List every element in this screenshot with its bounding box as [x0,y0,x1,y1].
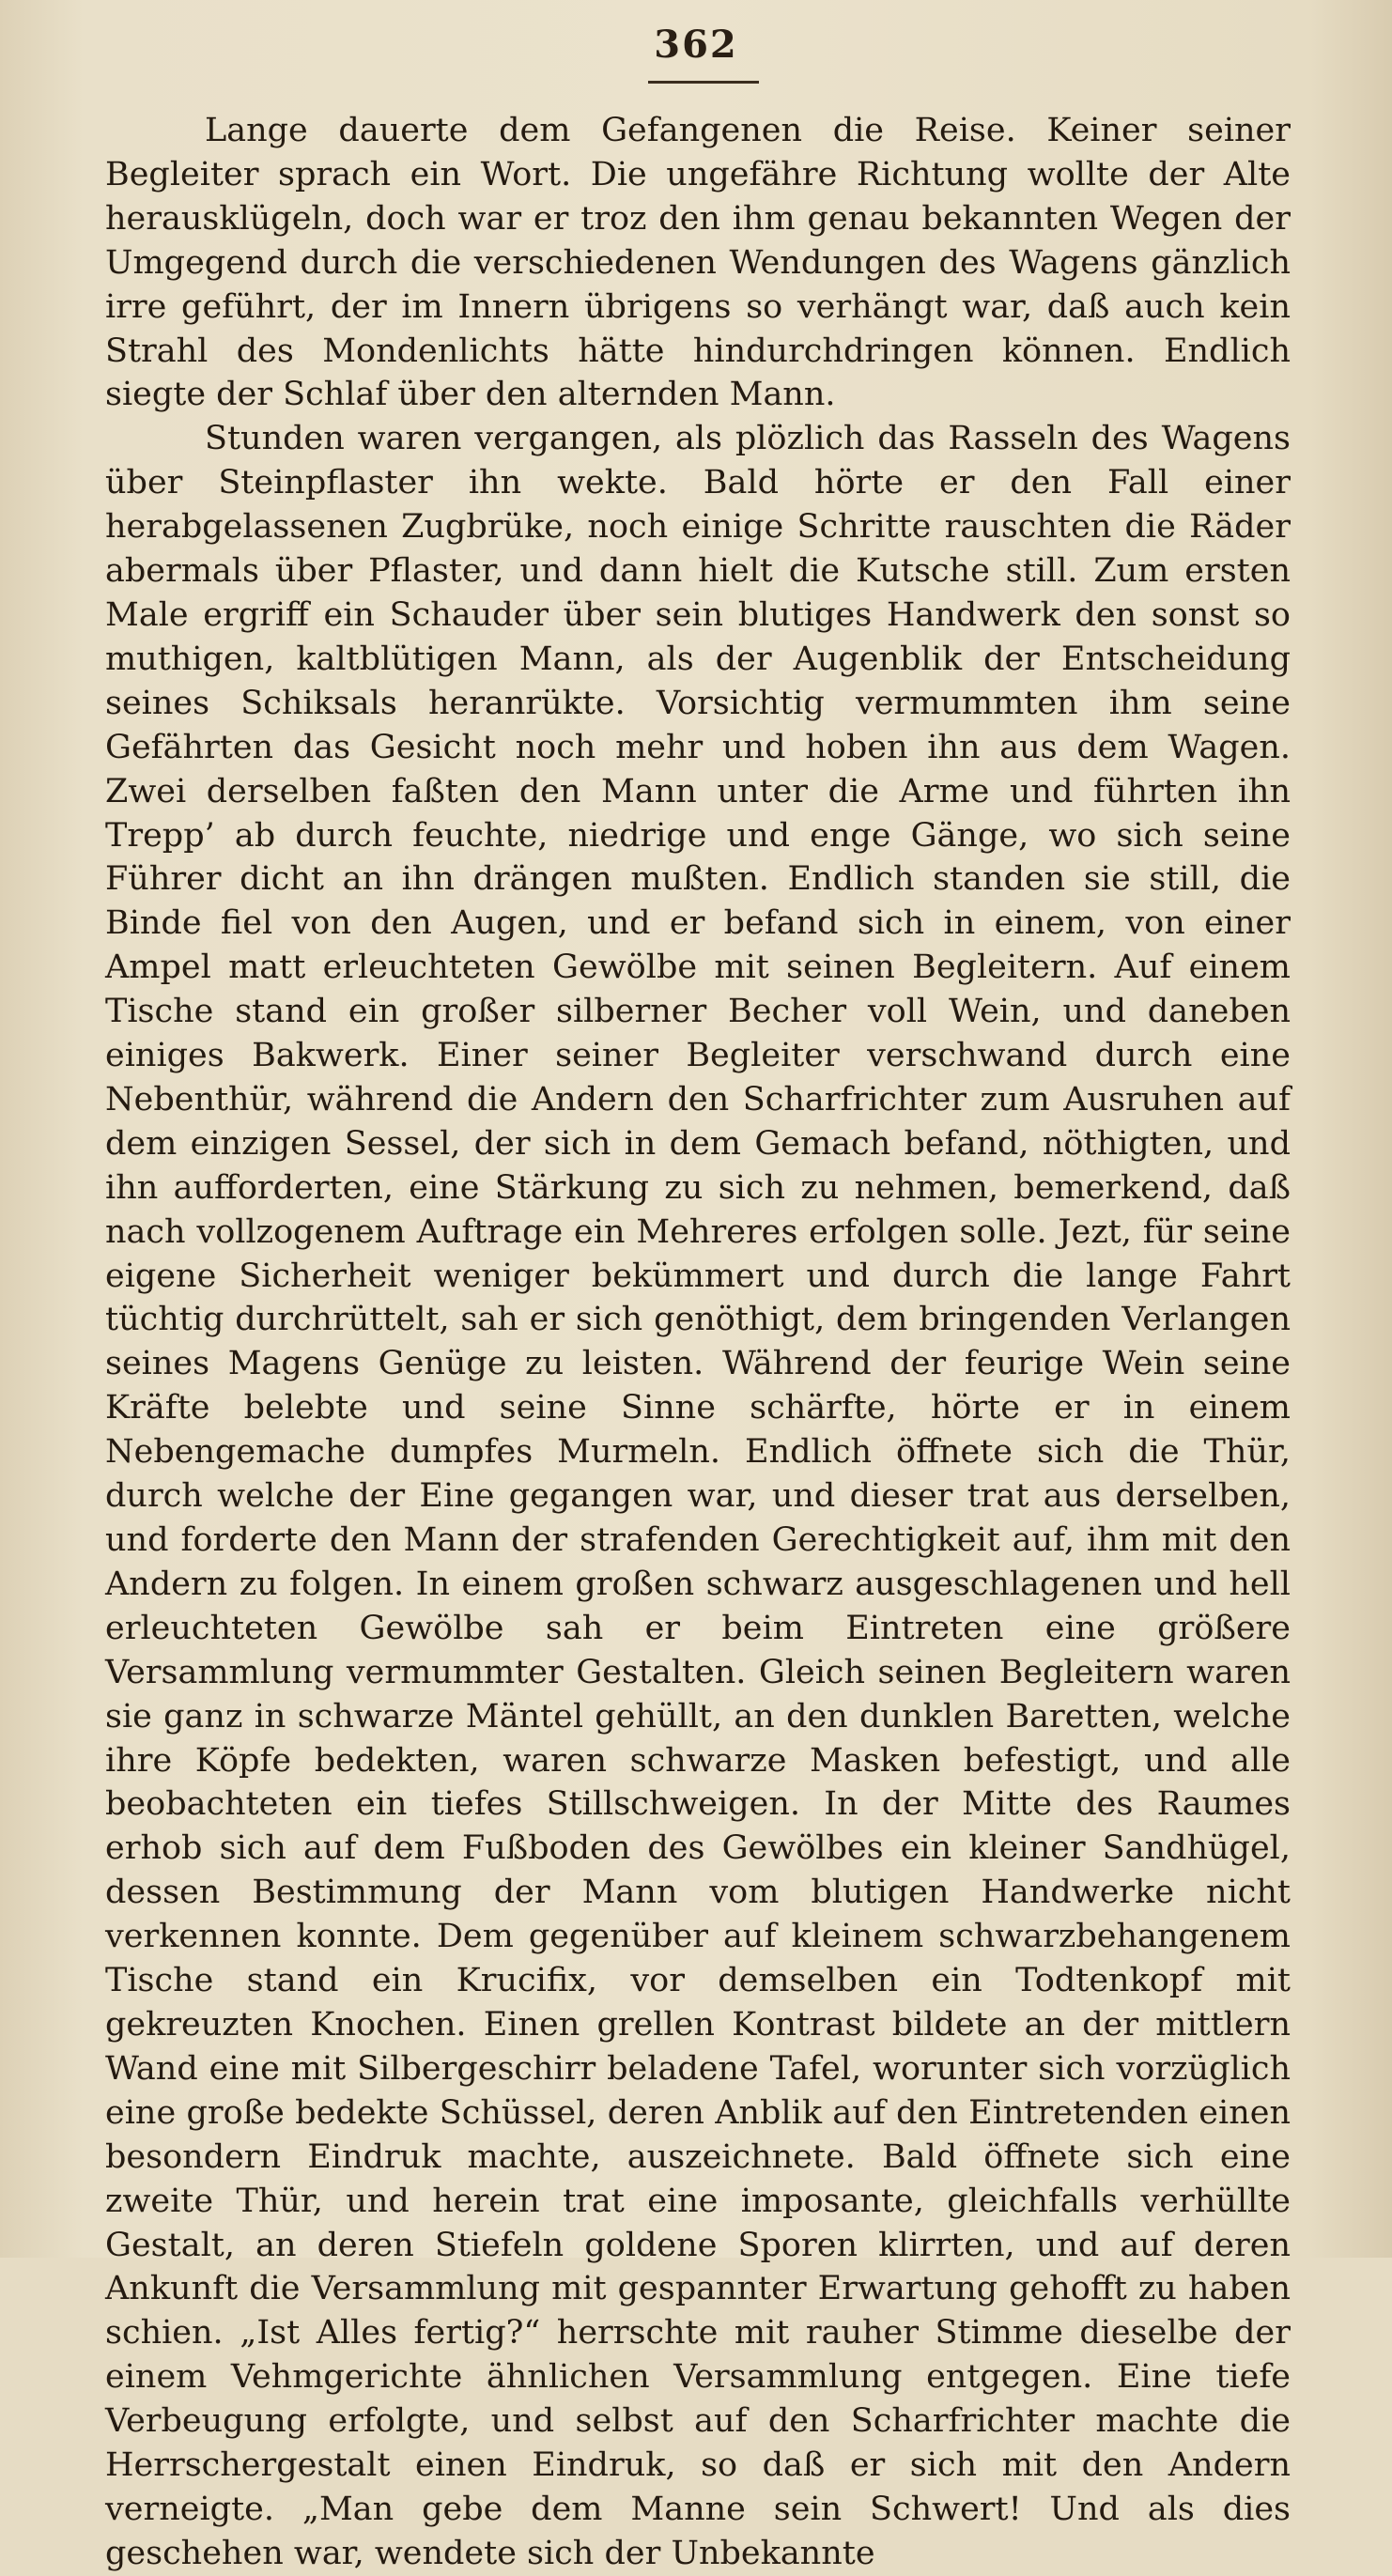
paragraph: Lange dauerte dem Gefangenen die Reise. Keiner seiner Begleiter sprach ein Wort. Die ungefähre Richtung wollte der Alte herausklügeln, doch war er troz den ihm genau bekannten Wegen der Umgegend durch die verschiedenen Wendungen des Wagens gänzlich irre geführt, der im Innern übrigens so verhängt war, daß auch kein Strahl des Mondenlichts hätte hindurchdringen können. Endlich siegte der Schlaf über den alternden Mann. [105,112,1291,414]
body-text [105,109,1291,2576]
page-number: 362 [654,23,738,67]
header-rule [648,81,759,84]
paragraph: Stunden waren vergangen, als plözlich das Rasseln des Wagens über Steinpflaster ihn wekte. Bald hörte er den Fall einer herabgelassenen Zugbrüke, noch einige Schritte rauschten die Räder abermals über Pflaster, und dann hielt die Kutsche still. Zum ersten Male ergriff ein Schauder über sein blutiges Handwerk den sonst so muthigen, kaltblütigen Mann, als der Augenblik der Entscheidung seines Schiksals heranrükte. Vorsichtig vermummten ihm seine Gefährten das Gesicht noch mehr und hoben ihn aus dem Wagen. Zwei derselben faßten den Mann unter die Arme und führten ihn Trepp’ ab durch feuchte, niedrige und enge Gänge, wo sich seine Führer dicht an ihn drängen mußten. Endlich standen sie still, die Binde fiel von den Augen, und er befand sich in einem, von einer Ampel matt erleuchteten Gewölbe mit seinen Begleitern. Auf einem Tische stand ein großer silberner Becher voll Wein, und daneben einiges Bakwerk. Einer seiner Begleiter verschwand durch eine Nebenthür, während die Andern den Scharfrichter zum Ausruhen auf dem einzigen Sessel, der sich in dem Gemach befand, nöthigten, und ihn aufforderten, eine Stärkung zu sich zu nehmen, bemerkend, daß nach vollzogenem Auftrage ein Mehreres erfolgen solle. Jezt, für seine eigene Sicherheit weniger bekümmert und durch die lange Fahrt tüchtig durchrüttelt, sah er sich genöthigt, dem bringenden Verlangen seines Magens Genüge zu leisten. Während der feurige Wein seine Kräfte belebte und seine Sinne schärfte, hörte er in einem Nebengemache dumpfes Murmeln. Endlich öffnete sich die Thür, durch welche der Eine gegangen war, und dieser trat aus derselben, und forderte den Mann der strafenden Gerechtigkeit auf, ihm mit den Andern zu folgen. In einem großen schwarz ausgeschlagenen und hell erleuchteten Gewölbe sah er beim Eintreten eine größere Versammlung vermummter Gestalten. Gleich seinen Begleitern waren sie ganz in schwarze Mäntel gehüllt, an den dunklen Baretten, welche ihre Köpfe bedekten, waren schwarze Masken befestigt, und alle beobachteten ein tiefes Stillschweigen. In der Mitte des Raumes erhob sich auf dem Fußboden des Gewölbes ein kleiner Sandhügel, dessen Bestimmung der Mann vom blutigen Handwerke nicht verkennen konnte. Dem gegenüber auf kleinem schwarzbehangenem Tische stand ein Krucifix, vor demselben ein Todtenkopf mit gekreuzten Knochen. Einen grellen Kontrast bildete an der mittlern Wand eine mit Silbergeschirr beladene Tafel, worunter sich vorzüglich eine große bedekte Schüssel, deren Anblik auf den Eintretenden einen besondern Eindruk machte, auszeichnete. Bald öffnete sich eine zweite Thür, und herein trat eine imposante, gleichfalls verhüllte Gestalt, an deren Stiefeln goldene Sporen klirrten, und auf deren Ankunft die Versammlung mit gespannter Erwartung gehofft zu haben schien. „Ist Alles fertig?“ herrschte mit rauher Stimme dieselbe der einem Vehmgerichte ähnlichen Versammlung entgegen. Eine tiefe Verbeugung erfolgte, und selbst auf den Scharfrichter machte die Herrschergestalt einen Eindruk, so daß er sich mit den Andern verneigte. „Man gebe dem Manne sein Schwert! Und als dies geschehen war, wendete sich der Unbekannte [105,420,1291,2572]
